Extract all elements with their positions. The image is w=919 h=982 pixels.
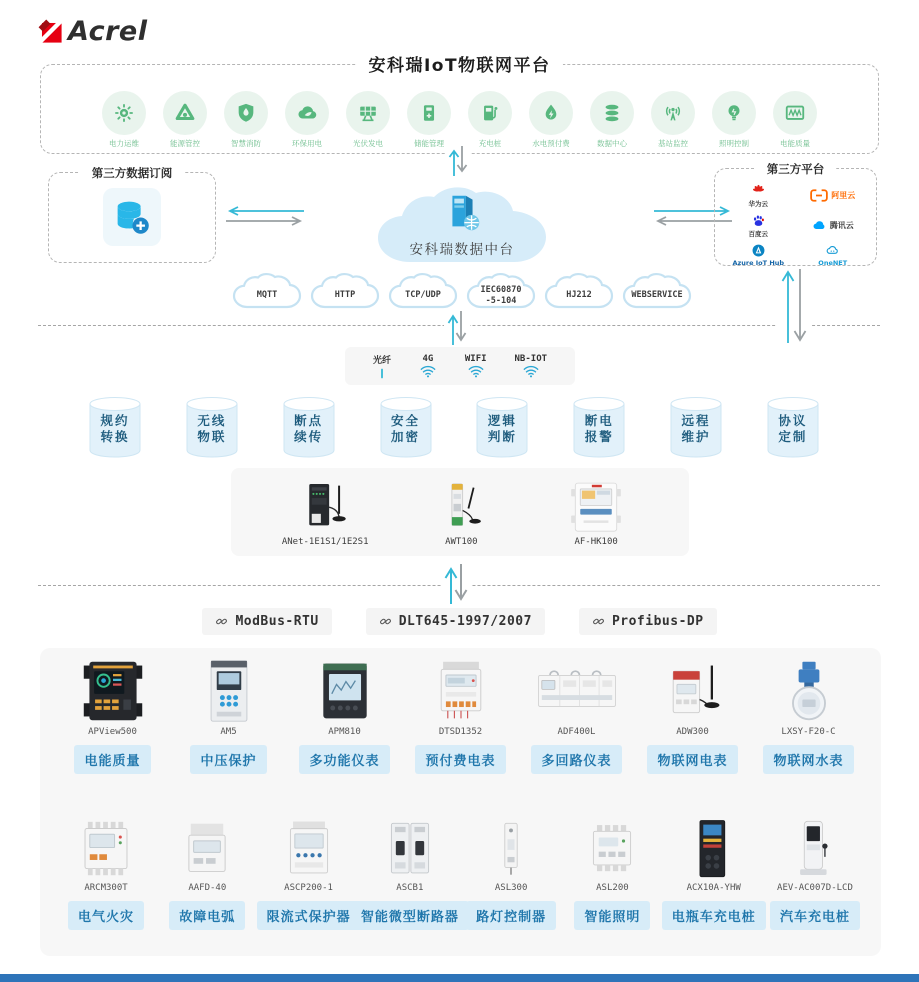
ascb1-image [365,818,455,880]
product-category-chip: 电瓶车充电桩 [662,901,766,930]
platform-app-label: 储能管理 [414,139,444,148]
product-model-label: ADW300 [676,727,709,737]
product-item [157,818,257,930]
protocol-cloud-label: HTTP [334,290,356,301]
capability-cylinder [379,396,433,458]
platform-app-label: 基站监控 [658,139,688,148]
protocol-cloud-label2: -5-104 [485,295,517,306]
third-party-subscription-box [48,166,216,263]
capability-label-line1: 逻辑 [487,413,517,428]
bidirectional-arrows-left [224,205,306,227]
field-protocol-label: Profibus-DP [611,614,704,629]
gateway-item [282,479,369,547]
platform-logo-item: 阿里云 [798,183,869,208]
base-station-icon [662,102,684,124]
solar-power-icon [357,102,379,124]
apview500-image [68,658,158,724]
connectivity-label: WIFI [464,354,487,364]
capability-label-line1: 远程 [681,413,711,428]
gateway-item [419,479,503,547]
asl200-image [567,818,657,880]
platform-app-label: 照明控制 [719,139,749,148]
data-hub-label: 安科瑞数据中台 [409,242,515,258]
energy-control-icon [174,102,196,124]
capability-label-line2: 物联 [197,429,227,445]
product-model-label: AM5 [220,727,237,737]
apm810-image [300,658,390,724]
product-category-chip: 物联网水表 [763,745,853,774]
awt100-gateway-image [419,479,503,537]
acx10a-image [669,818,759,880]
product-model-label: AAFD-40 [188,883,227,893]
product-item [56,658,169,774]
capability-label-line2: 转换 [100,429,130,445]
aliyun-logo [810,188,828,203]
capability-label-line1: 无线 [197,413,227,428]
af-hk100-gateway-image [554,479,638,537]
link-icon [379,615,392,628]
platform-apps-row [95,91,824,149]
water-prepay-icon [540,102,562,124]
product-category-chip: 多回路仪表 [531,745,621,774]
platform-app-item [583,91,641,149]
database-subscribe-icon [103,188,161,246]
capability-label-line2: 定制 [778,429,808,445]
capability-label-line2: 加密 [391,429,421,445]
connectivity-item [419,354,437,378]
fiber-icon [373,367,391,380]
platform-app-item [95,91,153,149]
product-item [664,818,764,930]
device-products-box [40,648,881,956]
capability-cylinder [766,396,820,458]
product-category-chip: 物联网电表 [647,745,737,774]
platform-app-item [705,91,763,149]
capability-cylinder [88,396,142,458]
eco-power-icon [296,102,318,124]
wifi-icon [467,365,485,378]
products-row-2 [56,818,865,930]
connectivity-label: 光纤 [372,355,391,366]
updown-arrows-cloud-edge [444,310,470,346]
field-protocol-chip [579,608,717,635]
baidu-cloud-logo [751,213,766,228]
products-row-1 [56,658,865,774]
protocol-cloud-label: WEBSERVICE [631,290,683,301]
field-protocol-label: ModBus-RTU [235,614,319,629]
product-model-label: AEV-AC007D-LCD [777,883,853,893]
product-item [636,658,749,774]
link-icon [215,615,228,628]
third-party-platform-grid [723,183,868,267]
product-category-chip: 预付费电表 [415,745,505,774]
capability-label-line2: 维护 [681,429,711,445]
onenet-logo [825,243,840,258]
connectivity-item [515,354,548,378]
product-item [172,658,285,774]
platform-app-label: 环保用电 [292,139,322,148]
connectivity-label: NB-IOT [514,354,548,364]
protocol-cloud [621,271,693,313]
product-model-label: ADF400L [557,727,596,737]
energy-storage-icon [418,102,440,124]
platform-logo-item: OneNET [798,243,869,267]
capabilities-row [88,396,820,458]
product-category-chip: 智能照明 [574,901,650,930]
platform-app-item [644,91,702,149]
gateway-model-label: AWT100 [445,537,478,547]
product-model-label: ASL300 [494,883,528,893]
platform-app-item [766,91,824,149]
bottom-blue-bar [0,974,919,982]
subscription-box-title: 第三方数据订阅 [80,165,185,181]
product-model-label: APM810 [328,727,361,737]
platform-app-item [400,91,458,149]
product-item [752,658,865,774]
platform-app-item [278,91,336,149]
platform-app-label: 水电预付费 [532,139,570,148]
gateway-box [231,468,689,556]
product-model-label: LXSY-F20-C [781,727,836,737]
platform-box-title: 第三方平台 [755,161,837,177]
capability-cylinder [572,396,626,458]
platform-app-label: 光伏发电 [353,139,383,148]
platform-app-label: 电力运维 [109,139,139,148]
product-item [404,658,517,774]
protocol-cloud [387,271,459,313]
lxsy-f20c-image [764,658,854,724]
field-protocols-row [0,608,919,635]
product-model-label: ACX10A-YHW [686,883,741,893]
iot-platform-box [40,56,879,154]
third-party-platform-box [714,162,877,267]
cloud-protocols-row [231,271,693,313]
aafd40-image [162,818,252,880]
platform-app-label: 数据中心 [597,139,627,148]
product-item [259,818,359,930]
product-category-chip: 智能微型断路器 [351,901,469,930]
updown-arrows-platform-cloud [445,145,471,177]
capability-label-line1: 协议 [778,413,808,428]
updown-arrows-devices-edge [441,563,471,605]
capability-cylinder [669,396,723,458]
ascp200-image [264,818,354,880]
arcm300t-image [61,818,151,880]
field-protocol-chip [202,608,331,635]
lighting-control-icon [723,102,745,124]
asl300-image [466,818,556,880]
dtsd1352-image [416,658,506,724]
platform-logo-item: Azure IoT Hub [723,243,794,267]
platform-app-label: 能源管控 [170,139,200,148]
platform-logo-item: 腾讯云 [798,213,869,238]
field-protocol-label: DLT645-1997/2007 [398,614,532,629]
protocol-cloud [465,271,537,313]
protocol-cloud-label: TCP/UDP [405,290,441,301]
protocol-cloud [309,271,381,313]
capability-label-line2: 判断 [487,429,517,445]
azure-iot-hub-logo [751,243,766,258]
protocol-cloud [231,271,303,313]
product-model-label: ASCB1 [396,883,424,893]
am5-image [184,658,274,724]
product-item [288,658,401,774]
product-category-chip: 故障电弧 [169,901,245,930]
tencent-cloud-logo [812,218,827,233]
platform-app-item [156,91,214,149]
adw300-image [648,658,738,724]
smart-fire-icon [235,102,257,124]
acrel-logo-mark-icon [36,17,65,46]
field-protocol-chip [366,608,545,635]
product-item [56,818,156,930]
aev-image [770,818,860,880]
huawei-cloud-logo [751,183,766,198]
product-category-chip: 汽车充电桩 [770,901,860,930]
platform-app-label: 充电桩 [478,139,502,148]
connectivity-item [465,354,487,378]
charging-pile-icon [479,102,501,124]
connectivity-box [345,347,575,385]
platform-logo-item: 百度云 [723,213,794,238]
product-model-label: ASL200 [596,883,629,893]
updown-arrows-platform-devices [776,268,812,344]
wifi-icon [419,365,437,378]
acrel-logo-text: Acrel [68,16,148,47]
power-quality-icon [784,102,806,124]
capability-label-line2: 报警 [584,429,614,445]
platform-app-item [217,91,275,149]
product-item [461,818,561,930]
platform-app-item [461,91,519,149]
protocol-cloud [543,271,615,313]
platform-title: 安科瑞IoT物联网平台 [356,51,562,76]
gateway-model-label: AF-HK100 [574,537,618,547]
capability-cylinder [282,396,336,458]
capability-label-line1: 安全 [391,413,421,428]
product-model-label: APView500 [88,727,137,737]
protocol-cloud-label: HJ212 [566,290,592,301]
acrel-logo [36,16,147,47]
product-category-chip: 多功能仪表 [299,745,389,774]
capability-label-line1: 规约 [100,413,130,428]
product-item [562,818,662,930]
connectivity-item [373,353,391,380]
product-category-chip: 限流式保护器 [257,901,361,930]
platform-app-item [339,91,397,149]
anet-gateway-image [283,479,367,537]
capability-cylinder [185,396,239,458]
product-category-chip: 电气火灾 [68,901,144,930]
capability-label-line1: 断电 [584,413,614,428]
gateway-model-label: ANet-1E1S1/1E2S1 [281,537,369,547]
platform-logo-item: 华为云 [723,183,794,208]
product-model-label: ARCM300T [84,883,128,893]
product-category-chip: 路灯控制器 [466,901,556,930]
gateway-item [554,479,638,547]
product-model-label: ASCP200-1 [284,883,333,893]
product-item [765,818,865,930]
product-category-chip: 中压保护 [190,745,266,774]
capability-label-line2: 续传 [294,429,324,445]
server-icon [439,190,485,236]
acrel-data-cloud [370,180,554,272]
product-item [520,658,633,774]
capability-cylinder [475,396,529,458]
product-item [360,818,460,930]
platform-app-item [522,91,580,149]
link-icon [592,615,605,628]
product-category-chip: 电能质量 [74,745,150,774]
capability-label-line1: 断点 [294,413,324,428]
platform-app-label: 智慧消防 [231,139,261,148]
adf400l-image [532,658,622,724]
wifi-icon [522,365,540,378]
protocol-cloud-label: IEC60870 [480,285,522,296]
data-center-icon [601,102,623,124]
protocol-cloud-label: MQTT [256,290,278,301]
product-model-label: DTSD1352 [438,727,483,737]
connectivity-label: 4G [422,354,434,364]
platform-app-label: 电能质量 [780,139,810,148]
power-maintenance-icon [113,102,135,124]
